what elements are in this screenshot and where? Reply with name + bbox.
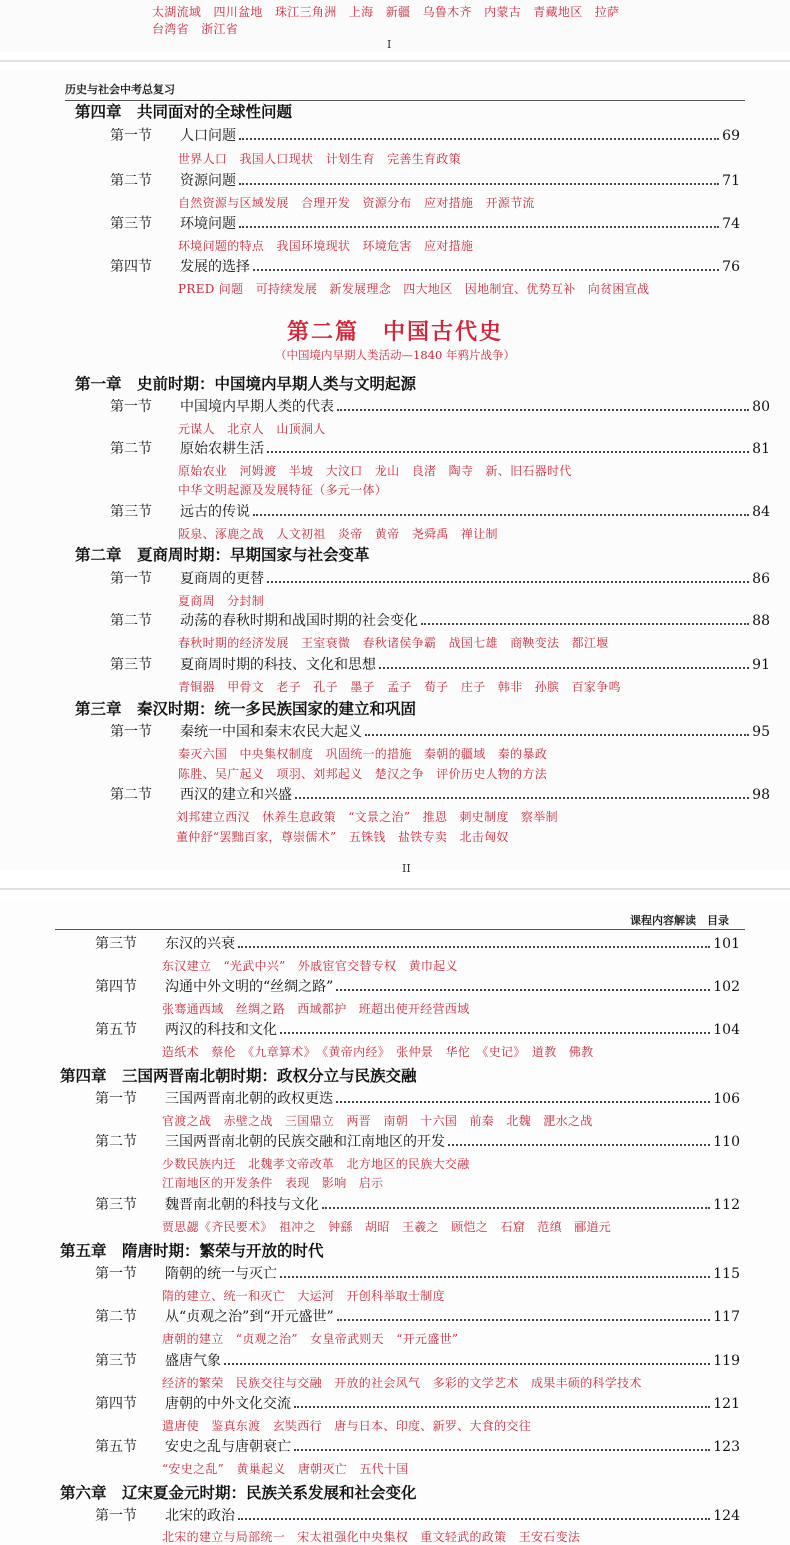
section-title: 原始农耕生活 bbox=[180, 441, 264, 457]
toc-entry[interactable] bbox=[110, 568, 770, 588]
toc-entry[interactable] bbox=[95, 1131, 740, 1151]
dot-leader bbox=[253, 514, 749, 516]
section-title: 夏商周的更替 bbox=[180, 571, 264, 587]
section-title: 唐朝的中外文化交流 bbox=[165, 1396, 291, 1412]
dot-leader bbox=[421, 623, 749, 625]
section-label: 第二节 bbox=[110, 613, 152, 629]
section-title: 东汉的兴衰 bbox=[165, 936, 235, 952]
page-ref: 76 bbox=[722, 259, 740, 275]
keyword-tags: 造纸术 蔡伦 《九章算术》 《黄帝内经》 张仲景 华佗 《史记》 道教 佛教 bbox=[162, 1045, 594, 1059]
page-ref: 112 bbox=[713, 1197, 740, 1213]
keyword-tags: 夏商周 分封制 bbox=[178, 594, 265, 608]
keyword-tags: 台湾省 浙江省 bbox=[152, 22, 239, 36]
section-label: 第三节 bbox=[95, 1353, 137, 1369]
page-ref: 98 bbox=[752, 787, 770, 803]
section-label: 第一节 bbox=[110, 571, 152, 587]
section-label: 第三节 bbox=[110, 216, 152, 232]
section-label: 第二节 bbox=[110, 173, 152, 189]
section-title: 北宋的政治 bbox=[165, 1508, 235, 1524]
section-label: 第一节 bbox=[95, 1266, 137, 1282]
section-label: 第一节 bbox=[95, 1091, 137, 1107]
dot-leader bbox=[280, 1032, 710, 1034]
keyword-tags: “安史之乱” 黄巢起义 唐朝灭亡 五代十国 bbox=[162, 1462, 409, 1476]
dot-leader bbox=[280, 1276, 710, 1278]
keyword-tags: 董仲舒“罢黜百家，尊崇儒术” 五铢钱 盐铁专卖 北击匈奴 bbox=[176, 830, 509, 844]
page-ref: 124 bbox=[713, 1508, 740, 1524]
running-head: 历史与社会中考总复习 bbox=[65, 83, 175, 96]
dot-leader bbox=[224, 1363, 710, 1365]
section-title: 三国两晋南北朝的政权更迭 bbox=[165, 1091, 333, 1107]
section-label: 第二节 bbox=[95, 1309, 137, 1325]
keyword-tags: 秦灭六国 中央集权制度 巩固统一的措施 秦朝的疆域 秦的暴政 bbox=[178, 747, 548, 761]
page-ref: 80 bbox=[752, 399, 770, 415]
keyword-tags: 江南地区的开发条件 表现 影响 启示 bbox=[162, 1176, 384, 1190]
section-label: 第二节 bbox=[110, 441, 152, 457]
page-divider bbox=[0, 888, 790, 890]
keyword-tags: 阪泉、涿鹿之战 人文初祖 炎帝 黄帝 尧舜禹 禅让制 bbox=[178, 527, 498, 541]
keyword-tags: 东汉建立 “光武中兴” 外戚宦官交替专权 黄巾起义 bbox=[162, 959, 458, 973]
keyword-tags: 贾思勰《齐民要术》 祖冲之 钟繇 胡昭 王羲之 顾恺之 石窟 范缜 郦道元 bbox=[162, 1220, 612, 1234]
page-ref: 88 bbox=[752, 613, 770, 629]
section-title: 三国两晋南北朝的民族交融和江南地区的开发 bbox=[165, 1134, 445, 1150]
toc-entry[interactable] bbox=[95, 1263, 740, 1283]
chapter-heading: 第六章 辽宋夏金元时期：民族关系发展和社会变化 bbox=[60, 1483, 417, 1502]
chapter-heading: 第一章 史前时期：中国境内早期人类与文明起源 bbox=[75, 374, 417, 393]
dot-leader bbox=[267, 451, 749, 453]
keyword-tags: 中华文明起源及发展特征（多元一体） bbox=[178, 483, 388, 497]
toc-entry[interactable] bbox=[95, 1088, 740, 1108]
dot-leader bbox=[295, 797, 749, 799]
page-ref: 91 bbox=[752, 657, 770, 673]
keyword-tags: 原始农业 河姆渡 半坡 大汶口 龙山 良渚 陶寺 新、旧石器时代 bbox=[178, 464, 572, 478]
section-title: 从“贞观之治”到“开元盛世” bbox=[165, 1309, 334, 1325]
dot-leader bbox=[365, 734, 749, 736]
section-title: 环境问题 bbox=[180, 216, 236, 232]
page-ref: 121 bbox=[713, 1396, 740, 1412]
section-title: 中国境内早期人类的代表 bbox=[180, 399, 334, 415]
toc-entry[interactable] bbox=[95, 1019, 740, 1039]
chapter-heading: 第四章 共同面对的全球性问题 bbox=[75, 102, 293, 121]
dot-leader bbox=[267, 581, 749, 583]
section-label: 第二节 bbox=[95, 1134, 137, 1150]
keyword-tags: 唐朝的建立 “贞观之治” 女皇帝武则天 “开元盛世” bbox=[162, 1332, 459, 1346]
section-label: 第一节 bbox=[110, 399, 152, 415]
section-title: 发展的选择 bbox=[180, 259, 250, 275]
section-title: 魏晋南北朝的科技与文化 bbox=[165, 1197, 319, 1213]
part-title: 第二篇 中国古代史 bbox=[286, 319, 503, 345]
section-title: 西汉的建立和兴盛 bbox=[180, 787, 292, 803]
chapter-heading: 第五章 隋唐时期：繁荣与开放的时代 bbox=[60, 1241, 324, 1260]
page-ref: 102 bbox=[713, 979, 740, 995]
dot-leader bbox=[253, 269, 719, 271]
toc-entry[interactable] bbox=[95, 1194, 740, 1214]
dot-leader bbox=[238, 946, 710, 948]
running-head: 课程内容解读 目录 bbox=[630, 914, 729, 927]
section-label: 第五节 bbox=[95, 1022, 137, 1038]
section-title: 沟通中外文明的“丝绸之路” bbox=[165, 979, 334, 995]
toc-entry[interactable] bbox=[95, 1350, 740, 1370]
section-title: 远古的传说 bbox=[180, 504, 250, 520]
section-label: 第三节 bbox=[95, 936, 137, 952]
page-ref: 104 bbox=[713, 1022, 740, 1038]
section-label: 第三节 bbox=[110, 504, 152, 520]
header-rule bbox=[55, 929, 745, 930]
chapter-heading: 第二章 夏商周时期：早期国家与社会变革 bbox=[75, 545, 370, 564]
toc-entry[interactable] bbox=[110, 721, 770, 741]
dot-leader bbox=[239, 226, 719, 228]
section-label: 第一节 bbox=[110, 724, 152, 740]
section-title: 盛唐气象 bbox=[165, 1353, 221, 1369]
section-title: 隋朝的统一与灭亡 bbox=[165, 1266, 277, 1282]
toc-entry[interactable] bbox=[95, 1393, 740, 1413]
page-ref: 101 bbox=[713, 936, 740, 952]
toc-entry[interactable] bbox=[110, 125, 740, 145]
toc-entry[interactable] bbox=[110, 256, 740, 276]
dot-leader bbox=[336, 989, 710, 991]
section-label: 第三节 bbox=[110, 657, 152, 673]
page-ref: 74 bbox=[722, 216, 740, 232]
page-ref: 106 bbox=[713, 1091, 740, 1107]
keyword-tags: 自然资源与区域发展 合理开发 资源分布 应对措施 开源节流 bbox=[178, 196, 535, 210]
chapter-heading: 第三章 秦汉时期：统一多民族国家的建立和巩固 bbox=[75, 699, 417, 718]
dot-leader bbox=[238, 1518, 710, 1520]
page-ref: 86 bbox=[752, 571, 770, 587]
page-ref: 95 bbox=[752, 724, 770, 740]
section-label: 第三节 bbox=[95, 1197, 137, 1213]
section-label: 第四节 bbox=[95, 1396, 137, 1412]
page-ref: 115 bbox=[713, 1266, 740, 1282]
page-ref: 119 bbox=[713, 1353, 740, 1369]
dot-leader bbox=[337, 1319, 711, 1321]
keyword-tags: 遣唐使 鉴真东渡 玄奘西行 唐与日本、印度、新罗、大食的交往 bbox=[162, 1419, 532, 1433]
toc-entry[interactable] bbox=[110, 610, 770, 630]
section-label: 第四节 bbox=[110, 259, 152, 275]
keyword-tags: 青铜器 甲骨文 老子 孔子 墨子 孟子 荀子 庄子 韩非 孙膑 百家争鸣 bbox=[178, 680, 621, 694]
toc-entry[interactable] bbox=[110, 213, 740, 233]
section-label: 第二节 bbox=[110, 787, 152, 803]
part-subtitle: （中国境内早期人类活动—1840 年鸦片战争） bbox=[275, 348, 515, 362]
dot-leader bbox=[239, 183, 719, 185]
toc-entry[interactable] bbox=[110, 654, 770, 674]
dot-leader bbox=[337, 409, 749, 411]
keyword-tags: 经济的繁荣 民族交往与交融 开放的社会风气 多彩的文学艺术 成果丰硕的科学技术 bbox=[162, 1376, 642, 1390]
section-label: 第一节 bbox=[110, 128, 152, 144]
keyword-tags: 世界人口 我国人口现状 计划生育 完善生育政策 bbox=[178, 152, 461, 166]
toc-entry[interactable] bbox=[110, 784, 770, 804]
section-title: 秦统一中国和秦末农民大起义 bbox=[180, 724, 362, 740]
keyword-tags: 北宋的建立与局部统一 宋太祖强化中央集权 重文轻武的政策 王安石变法 bbox=[162, 1530, 581, 1544]
keyword-tags: 隋的建立、统一和灭亡 大运河 开创科举取士制度 bbox=[162, 1289, 445, 1303]
toc-entry[interactable] bbox=[95, 1306, 740, 1326]
section-label: 第五节 bbox=[95, 1439, 137, 1455]
chapter-heading: 第四章 三国两晋南北朝时期：政权分立与民族交融 bbox=[60, 1066, 417, 1085]
keyword-tags: 张骞通西域 丝绸之路 西域都护 班超出使开经营西域 bbox=[162, 1002, 470, 1016]
toc-entry[interactable] bbox=[110, 170, 740, 190]
keyword-tags: 官渡之战 赤壁之战 三国鼎立 两晋 南朝 十六国 前秦 北魏 淝水之战 bbox=[162, 1114, 593, 1128]
section-title: 人口问题 bbox=[180, 128, 236, 144]
toc-entry[interactable] bbox=[110, 438, 770, 458]
dot-leader bbox=[379, 667, 749, 669]
toc-entry[interactable] bbox=[95, 976, 740, 996]
section-label: 第四节 bbox=[95, 979, 137, 995]
dot-leader bbox=[322, 1207, 710, 1209]
page-ref: 71 bbox=[722, 173, 740, 189]
dot-leader bbox=[294, 1406, 710, 1408]
page-ref: 69 bbox=[722, 128, 740, 144]
toc-entry[interactable] bbox=[95, 933, 740, 953]
toc-entry[interactable] bbox=[110, 501, 770, 521]
dot-leader bbox=[294, 1449, 710, 1451]
keyword-tags: 陈胜、吴广起义 项羽、刘邦起义 楚汉之争 评价历史人物的方法 bbox=[178, 767, 548, 781]
toc-entry[interactable] bbox=[95, 1505, 740, 1525]
dot-leader bbox=[336, 1101, 710, 1103]
section-title: 安史之乱与唐朝衰亡 bbox=[165, 1439, 291, 1455]
keyword-tags: PRED 问题 可持续发展 新发展理念 四大地区 因地制宜、优势互补 向贫困宣战 bbox=[178, 282, 650, 296]
keyword-tags: 春秋时期的经济发展 王室衰微 春秋诸侯争霸 战国七雄 商鞅变法 都江堰 bbox=[178, 636, 609, 650]
section-title: 两汉的科技和文化 bbox=[165, 1022, 277, 1038]
page-ref: 110 bbox=[713, 1134, 740, 1150]
section-title: 资源问题 bbox=[180, 173, 236, 189]
dot-leader bbox=[239, 138, 719, 140]
section-label: 第一节 bbox=[95, 1508, 137, 1524]
toc-entry[interactable] bbox=[110, 396, 770, 416]
page-fragment-top bbox=[0, 0, 790, 52]
toc-entry[interactable] bbox=[95, 1436, 740, 1456]
page-number: II bbox=[402, 862, 411, 875]
page-number: I bbox=[387, 38, 392, 51]
dot-leader bbox=[448, 1144, 710, 1146]
page-ref: 117 bbox=[713, 1309, 740, 1325]
page-divider bbox=[0, 60, 790, 62]
keyword-tags: 太湖流域 四川盆地 珠江三角洲 上海 新疆 乌鲁木齐 内蒙古 青藏地区 拉萨 bbox=[152, 5, 620, 19]
keyword-tags: 刘邦建立西汉 休养生息政策 “文景之治” 推恩 刺史制度 察举制 bbox=[176, 810, 558, 824]
keyword-tags: 元谋人 北京人 山顶洞人 bbox=[178, 422, 326, 436]
section-title: 夏商周时期的科技、文化和思想 bbox=[180, 657, 376, 673]
page-ref: 84 bbox=[752, 504, 770, 520]
keyword-tags: 少数民族内迁 北魏孝文帝改革 北方地区的民族大交融 bbox=[162, 1157, 470, 1171]
keyword-tags: 环境问题的特点 我国环境现状 环境危害 应对措施 bbox=[178, 239, 474, 253]
page-ref: 81 bbox=[752, 441, 770, 457]
toc-page-3 bbox=[0, 900, 790, 1545]
toc-page-2 bbox=[0, 70, 790, 875]
section-title: 动荡的春秋时期和战国时期的社会变化 bbox=[180, 613, 418, 629]
page-ref: 123 bbox=[713, 1439, 740, 1455]
